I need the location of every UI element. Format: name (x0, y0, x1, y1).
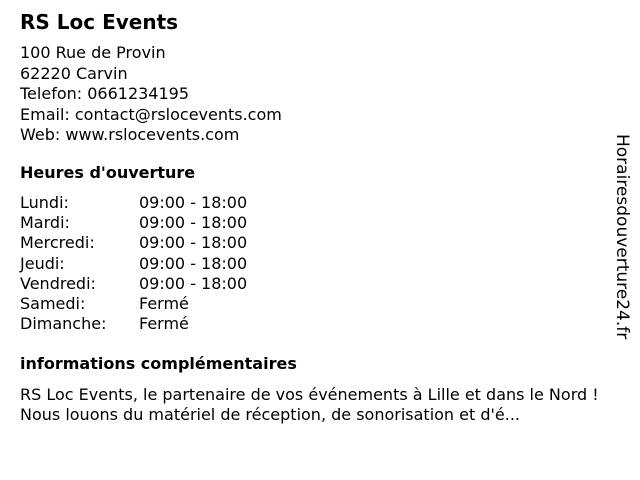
hours-day: Jeudi: (20, 253, 65, 273)
hours-time: 09:00 - 18:00 (139, 233, 248, 253)
hours-day: Mercredi: (20, 233, 95, 253)
hours-day: Dimanche: (20, 314, 107, 334)
additional-info-text: RS Loc Events, le partenaire de vos événements à Lille et dans le Nord ! Nous louons du matériel de réception, de sonorisation et d'é... (20, 385, 599, 424)
hours-time: 09:00 - 18:00 (139, 193, 248, 212)
hours-day: Mardi: (20, 213, 70, 233)
business-name: RS Loc Events (20, 10, 179, 34)
hours-time: 09:00 - 18:00 (139, 213, 248, 233)
city-postcode: 62220 Carvin (20, 63, 128, 83)
hours-time: Fermé (139, 314, 189, 334)
email-address[interactable]: Email: contact@rslocevents.com (20, 104, 282, 124)
street-address: 100 Rue de Provin (20, 43, 166, 62)
website[interactable]: Web: www.rslocevents.com (20, 125, 240, 144)
contact-block (20, 43, 282, 146)
site-watermark: Horairesdouverture24.fr (612, 134, 632, 340)
hours-day: Samedi: (20, 293, 86, 313)
hours-time: 09:00 - 18:00 (139, 273, 248, 293)
hours-day: Vendredi: (20, 273, 96, 293)
hours-time: 09:00 - 18:00 (139, 253, 248, 273)
hours-day: Lundi: (20, 193, 69, 212)
hours-time: Fermé (139, 293, 189, 313)
phone-number[interactable]: Telefon: 0661234195 (20, 84, 190, 103)
additional-info-heading: informations complémentaires (20, 354, 297, 373)
opening-hours-heading: Heures d'ouverture (20, 163, 196, 182)
